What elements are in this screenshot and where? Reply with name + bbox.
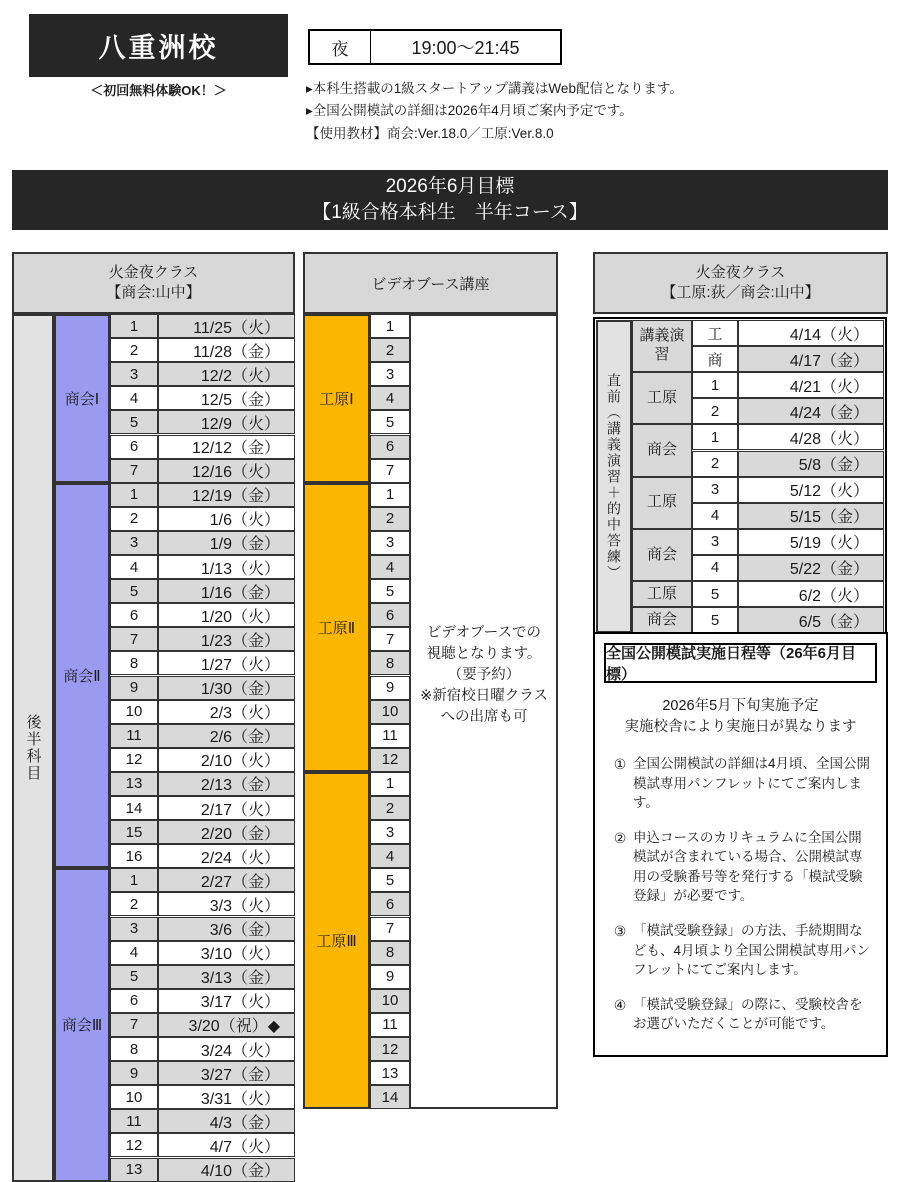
lesson-number-cell: 1	[110, 314, 158, 338]
lesson-number-cell: 15	[110, 820, 158, 844]
lesson-date-cell: 3/6（金）	[158, 917, 295, 941]
lesson-number-cell: 12	[110, 1133, 158, 1157]
subject-block-label: 商会Ⅰ	[54, 314, 110, 483]
right-table-header-line2: 【工原:荻／商会:山中】	[661, 284, 820, 301]
lesson-date-cell: 4/10（金）	[158, 1158, 295, 1182]
lesson-date-cell: 12/2（火）	[158, 362, 295, 386]
subject-block-label: 商会Ⅱ	[54, 483, 110, 869]
right-lesson-number-cell: 工	[692, 320, 738, 346]
right-lesson-number-cell: 2	[692, 451, 738, 477]
mock-exam-box	[593, 632, 888, 1057]
lesson-date-cell: 2/13（金）	[158, 772, 295, 796]
lesson-date-cell: 2/6（金）	[158, 724, 295, 748]
lesson-number-cell: 3	[110, 362, 158, 386]
video-lesson-number-cell: 4	[370, 386, 410, 410]
mock-exam-note-marker: ④	[613, 996, 627, 1013]
lesson-number-cell: 3	[110, 531, 158, 555]
lesson-number-cell: 5	[110, 965, 158, 989]
lesson-date-cell: 12/16（火）	[158, 459, 295, 483]
right-lesson-date-cell: 5/19（火）	[738, 529, 884, 555]
video-booth-note-line: 視聴となります。	[426, 645, 542, 662]
lesson-number-cell: 1	[110, 483, 158, 507]
right-lesson-number-cell: 5	[692, 607, 738, 633]
lesson-date-cell: 1/27（火）	[158, 651, 295, 675]
right-lesson-number-cell: 2	[692, 398, 738, 424]
video-lesson-number-cell: 4	[370, 555, 410, 579]
right-lesson-date-cell: 4/17（金）	[738, 346, 884, 372]
right-group-label: 商会	[632, 607, 692, 633]
lesson-date-cell: 3/31（火）	[158, 1085, 295, 1109]
right-lesson-number-cell: 商	[692, 346, 738, 372]
video-lesson-number-cell: 5	[370, 410, 410, 434]
lesson-number-cell: 4	[110, 555, 158, 579]
lesson-date-cell: 3/3（火）	[158, 892, 295, 916]
lesson-number-cell: 6	[110, 603, 158, 627]
lesson-date-cell: 1/13（火）	[158, 555, 295, 579]
mock-exam-note-text: 「模試受験登録」の際に、受験校舎をお選びいただくことが可能です。	[633, 996, 863, 1032]
mock-exam-subtitle-line2: 実施校舎により実施日が異なります	[624, 719, 857, 736]
video-booth-note-line: ビデオブースでの	[426, 624, 542, 641]
video-lesson-number-cell: 5	[370, 579, 410, 603]
video-lesson-number-cell: 9	[370, 965, 410, 989]
right-lesson-date-cell: 6/5（金）	[738, 607, 884, 633]
lesson-number-cell: 5	[110, 410, 158, 434]
right-lesson-date-cell: 4/24（金）	[738, 398, 884, 424]
lesson-date-cell: 12/5（金）	[158, 386, 295, 410]
video-lesson-number-cell: 3	[370, 820, 410, 844]
lesson-date-cell: 3/13（金）	[158, 965, 295, 989]
lesson-number-cell: 10	[110, 700, 158, 724]
mock-exam-note-marker: ①	[613, 756, 627, 773]
lesson-date-cell: 12/19（金）	[158, 483, 295, 507]
lesson-number-cell: 7	[110, 627, 158, 651]
video-lesson-number-cell: 8	[370, 941, 410, 965]
mock-exam-note-item	[607, 995, 874, 1034]
video-subject-block-label: 工原Ⅰ	[303, 314, 370, 483]
right-lesson-number-cell: 1	[692, 372, 738, 398]
lesson-date-cell: 1/23（金）	[158, 627, 295, 651]
right-group-label: 工原	[632, 372, 692, 424]
right-lesson-number-cell: 5	[692, 581, 738, 607]
right-table-header-line1: 火金夜クラス	[695, 263, 786, 281]
video-lesson-number-cell: 2	[370, 507, 410, 531]
video-subject-block-label: 工原Ⅲ	[303, 772, 370, 1109]
lesson-number-cell: 4	[110, 941, 158, 965]
right-lesson-date-cell: 5/12（火）	[738, 477, 884, 503]
right-group-label: 工原	[632, 477, 692, 529]
mock-exam-subtitle	[595, 696, 886, 738]
school-name-badge: 八重洲校	[29, 14, 288, 77]
video-lesson-number-cell: 1	[370, 772, 410, 796]
video-lesson-number-cell: 6	[370, 892, 410, 916]
lesson-number-cell: 8	[110, 651, 158, 675]
lesson-date-cell: 4/3（金）	[158, 1109, 295, 1133]
left-side-label-text: 後半科目	[24, 713, 42, 782]
right-lesson-date-cell: 4/21（火）	[738, 372, 884, 398]
video-lesson-number-cell: 1	[370, 314, 410, 338]
right-lesson-number-cell: 3	[692, 477, 738, 503]
lesson-number-cell: 12	[110, 748, 158, 772]
video-lesson-number-cell: 12	[370, 1037, 410, 1061]
video-lesson-number-cell: 10	[370, 700, 410, 724]
lesson-number-cell: 3	[110, 917, 158, 941]
lesson-date-cell: 3/27（金）	[158, 1061, 295, 1085]
right-lesson-date-cell: 5/15（金）	[738, 503, 884, 529]
lesson-number-cell: 2	[110, 892, 158, 916]
lesson-number-cell: 2	[110, 338, 158, 362]
video-lesson-number-cell: 9	[370, 676, 410, 700]
lesson-number-cell: 4	[110, 386, 158, 410]
lesson-date-cell: 4/7（火）	[158, 1133, 295, 1157]
mock-exam-note-list	[607, 754, 874, 1034]
mock-exam-note-item	[607, 754, 874, 813]
video-lesson-number-cell: 2	[370, 338, 410, 362]
video-booth-note-line: ※新宿校日曜クラス	[420, 687, 548, 704]
video-lesson-number-cell: 7	[370, 917, 410, 941]
lesson-number-cell: 9	[110, 676, 158, 700]
lesson-number-cell: 8	[110, 1037, 158, 1061]
right-lesson-number-cell: 1	[692, 424, 738, 450]
mock-exam-note-text: 「模試受験登録」の方法、手続期間なども、4月頃より全国公開模試専用パンフレットにてご案内します。	[633, 922, 871, 978]
right-lesson-date-cell: 6/2（火）	[738, 581, 884, 607]
header-note-2: ▸全国公開模試の詳細は2026年4月頃ご案内予定です。	[306, 103, 633, 119]
free-trial-note: ＜初回無料体験OK！＞	[90, 83, 227, 98]
lesson-date-cell: 12/9（火）	[158, 410, 295, 434]
mock-exam-subtitle-line1: 2026年5月下旬実施予定	[662, 698, 819, 714]
video-lesson-number-cell: 12	[370, 748, 410, 772]
lesson-number-cell: 7	[110, 459, 158, 483]
header-notes	[306, 78, 866, 145]
lesson-number-cell: 10	[110, 1085, 158, 1109]
header-note-1: ▸本科生搭載の1級スタートアップ講義はWeb配信となります。	[306, 81, 683, 96]
left-table-header-line1: 火金夜クラス	[108, 263, 199, 281]
video-lesson-number-cell: 7	[370, 627, 410, 651]
lesson-date-cell: 1/16（金）	[158, 579, 295, 603]
lesson-number-cell: 2	[110, 507, 158, 531]
course-title-banner	[12, 170, 888, 230]
video-lesson-number-cell: 7	[370, 459, 410, 483]
lesson-number-cell: 13	[110, 772, 158, 796]
course-title-line2: 【1級合格本科生 半年コース】	[312, 202, 588, 223]
mock-exam-note-marker: ②	[613, 829, 627, 846]
right-lesson-number-cell: 4	[692, 555, 738, 581]
video-subject-block-label: 工原Ⅱ	[303, 483, 370, 772]
video-lesson-number-cell: 14	[370, 1085, 410, 1109]
left-table-header	[12, 252, 295, 314]
time-period-label: 夜	[309, 30, 371, 64]
video-booth-note-line: への出席も可	[440, 709, 528, 725]
right-lesson-date-cell: 4/28（火）	[738, 424, 884, 450]
lesson-number-cell: 11	[110, 724, 158, 748]
class-time-table	[308, 29, 562, 65]
mock-exam-note-text: 申込コースのカリキュラムに全国公開模試が含まれている場合、公開模試専用の受験番号等を発行する「模試受験登録」が必要です。	[633, 829, 863, 904]
lesson-date-cell: 1/20（火）	[158, 603, 295, 627]
right-lesson-date-cell: 4/14（火）	[738, 320, 884, 346]
mock-exam-note-text: 全国公開模試の詳細は4月頃、全国公開模試専用パンフレットにてご案内します。	[633, 756, 871, 811]
lesson-date-cell: 2/20（金）	[158, 820, 295, 844]
lesson-number-cell: 11	[110, 1109, 158, 1133]
mock-exam-note-item	[607, 828, 874, 906]
right-table-header	[593, 252, 888, 314]
right-lesson-number-cell: 3	[692, 529, 738, 555]
lesson-date-cell: 1/30（金）	[158, 676, 295, 700]
right-group-label: 工原	[632, 581, 692, 607]
right-lesson-date-cell: 5/22（金）	[738, 555, 884, 581]
lesson-date-cell: 2/24（火）	[158, 844, 295, 868]
right-lesson-number-cell: 4	[692, 503, 738, 529]
lesson-number-cell: 14	[110, 796, 158, 820]
video-lesson-number-cell: 3	[370, 362, 410, 386]
lesson-number-cell: 16	[110, 844, 158, 868]
lesson-number-cell: 13	[110, 1158, 158, 1182]
mock-exam-note-marker: ③	[613, 922, 627, 939]
video-lesson-number-cell: 11	[370, 724, 410, 748]
right-group-label: 商会	[632, 424, 692, 476]
time-range-value: 19:00〜21:45	[371, 30, 562, 64]
right-group-label: 講義演習	[632, 320, 692, 372]
video-booth-header: ビデオブース講座	[303, 252, 558, 314]
course-title-line1: 2026年6月目標	[385, 176, 515, 198]
video-lesson-number-cell: 6	[370, 603, 410, 627]
lesson-date-cell: 2/27（金）	[158, 868, 295, 892]
video-lesson-number-cell: 10	[370, 989, 410, 1013]
video-lesson-number-cell: 11	[370, 1013, 410, 1037]
video-booth-note	[410, 603, 558, 748]
video-booth-note-line: （要予約）	[447, 666, 521, 683]
right-lesson-date-cell: 5/8（金）	[738, 451, 884, 477]
lesson-number-cell: 1	[110, 868, 158, 892]
lesson-date-cell: 2/10（火）	[158, 748, 295, 772]
mock-exam-title: 全国公開模試実施日程等（26年6月目標）	[604, 643, 877, 683]
lesson-date-cell: 3/17（火）	[158, 989, 295, 1013]
subject-block-label: 商会Ⅲ	[54, 868, 110, 1181]
lesson-date-cell: 2/17（火）	[158, 796, 295, 820]
left-side-label	[12, 314, 54, 1182]
video-lesson-number-cell: 8	[370, 651, 410, 675]
lesson-date-cell: 3/24（火）	[158, 1037, 295, 1061]
video-lesson-number-cell: 1	[370, 483, 410, 507]
video-lesson-number-cell: 3	[370, 531, 410, 555]
lesson-number-cell: 6	[110, 989, 158, 1013]
header-note-3: 【使用教材】商会:Ver.18.0／工原:Ver.8.0	[306, 125, 554, 141]
left-table-header-line2: 【商会:山中】	[106, 284, 201, 301]
lesson-date-cell: 3/10（火）	[158, 941, 295, 965]
lesson-date-cell: 3/20（祝）◆	[158, 1013, 295, 1037]
video-lesson-number-cell: 5	[370, 868, 410, 892]
lesson-number-cell: 9	[110, 1061, 158, 1085]
video-lesson-number-cell: 2	[370, 796, 410, 820]
video-lesson-number-cell: 4	[370, 844, 410, 868]
lesson-number-cell: 7	[110, 1013, 158, 1037]
lesson-date-cell: 1/6（火）	[158, 507, 295, 531]
right-side-label-text: 直前（講義演習＋的中答練）	[606, 372, 622, 581]
lesson-date-cell: 11/28（金）	[158, 338, 295, 362]
right-group-label: 商会	[632, 529, 692, 581]
right-side-label	[596, 320, 632, 633]
lesson-date-cell: 2/3（火）	[158, 700, 295, 724]
lesson-date-cell: 1/9（金）	[158, 531, 295, 555]
video-lesson-number-cell: 13	[370, 1061, 410, 1085]
video-lesson-number-cell: 6	[370, 435, 410, 459]
lesson-number-cell: 5	[110, 579, 158, 603]
lesson-date-cell: 12/12（金）	[158, 435, 295, 459]
lesson-number-cell: 6	[110, 435, 158, 459]
mock-exam-note-item	[607, 921, 874, 980]
lesson-date-cell: 11/25（火）	[158, 314, 295, 338]
